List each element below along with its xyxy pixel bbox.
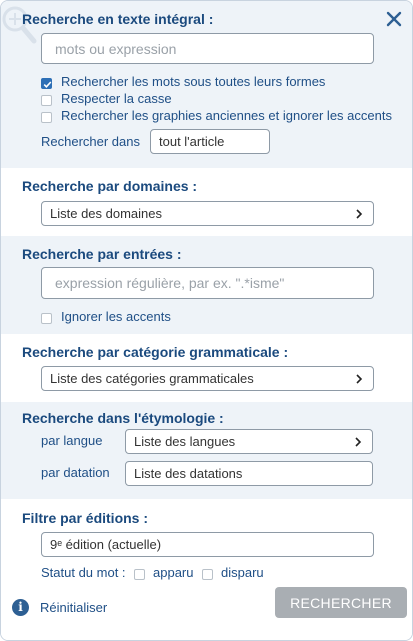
scope-label: Rechercher dans: [41, 134, 140, 149]
entries-section: [1, 236, 412, 334]
option-old-spellings-checkbox[interactable]: [41, 112, 52, 123]
grammar-section: [1, 334, 412, 402]
editions-title: Filtre par éditions :: [22, 510, 149, 526]
info-icon[interactable]: i: [12, 599, 29, 616]
appeared-checkbox[interactable]: [134, 569, 145, 580]
close-icon[interactable]: [385, 10, 403, 28]
search-button[interactable]: RECHERCHER: [275, 587, 407, 618]
entries-title: Recherche par entrées :: [22, 246, 182, 262]
editions-select[interactable]: [41, 532, 374, 557]
scope-value: tout l'article: [159, 134, 225, 149]
editions-section: [1, 499, 412, 640]
ignore-accents-checkbox[interactable]: [41, 313, 52, 324]
domains-select[interactable]: [41, 201, 374, 226]
editions-select-value: 9ᵉ édition (actuelle): [50, 537, 162, 552]
check-icon: [42, 79, 53, 90]
fulltext-placeholder: mots ou expression: [55, 40, 177, 57]
grammar-select[interactable]: [41, 366, 374, 391]
chevron-right-icon: [355, 374, 363, 384]
chevron-right-icon: [355, 209, 363, 219]
option-all-forms-checkbox[interactable]: [41, 78, 52, 89]
ignore-accents-label: Ignorer les accents: [61, 309, 171, 324]
lang-label: par langue: [41, 433, 103, 448]
domains-section: [1, 168, 412, 236]
option-old-spellings-label: Rechercher les graphies anciennes et ignorer les accents: [61, 108, 392, 123]
date-select[interactable]: [125, 461, 373, 486]
option-case-checkbox[interactable]: [41, 95, 52, 106]
scope-select[interactable]: [150, 129, 270, 154]
fulltext-input[interactable]: [41, 33, 374, 64]
etymology-section: [1, 402, 412, 499]
status-label: Statut du mot :: [41, 565, 126, 580]
option-all-forms-label: Rechercher les mots sous toutes leurs formes: [61, 74, 326, 89]
lang-select-value: Liste des langues: [134, 434, 236, 449]
fulltext-section: [1, 1, 412, 168]
entries-input[interactable]: [41, 267, 374, 299]
grammar-select-value: Liste des catégories grammaticales: [50, 371, 254, 386]
domains-select-value: Liste des domaines: [50, 206, 163, 221]
date-label: par datation: [41, 465, 110, 480]
fulltext-title: Recherche en texte intégral :: [22, 11, 214, 27]
grammar-title: Recherche par catégorie grammaticale :: [22, 344, 289, 360]
disappeared-label: disparu: [221, 565, 264, 580]
option-case-label: Respecter la casse: [61, 91, 172, 106]
domains-title: Recherche par domaines :: [22, 178, 198, 194]
reset-link[interactable]: Réinitialiser: [40, 600, 108, 615]
date-select-value: Liste des datations: [134, 466, 243, 481]
chevron-right-icon: [354, 437, 362, 447]
disappeared-checkbox[interactable]: [202, 569, 213, 580]
etymology-title: Recherche dans l'étymologie :: [22, 410, 224, 426]
lang-select[interactable]: [125, 429, 373, 454]
entries-placeholder: expression régulière, par ex. ".*isme": [55, 275, 285, 291]
appeared-label: apparu: [153, 565, 194, 580]
